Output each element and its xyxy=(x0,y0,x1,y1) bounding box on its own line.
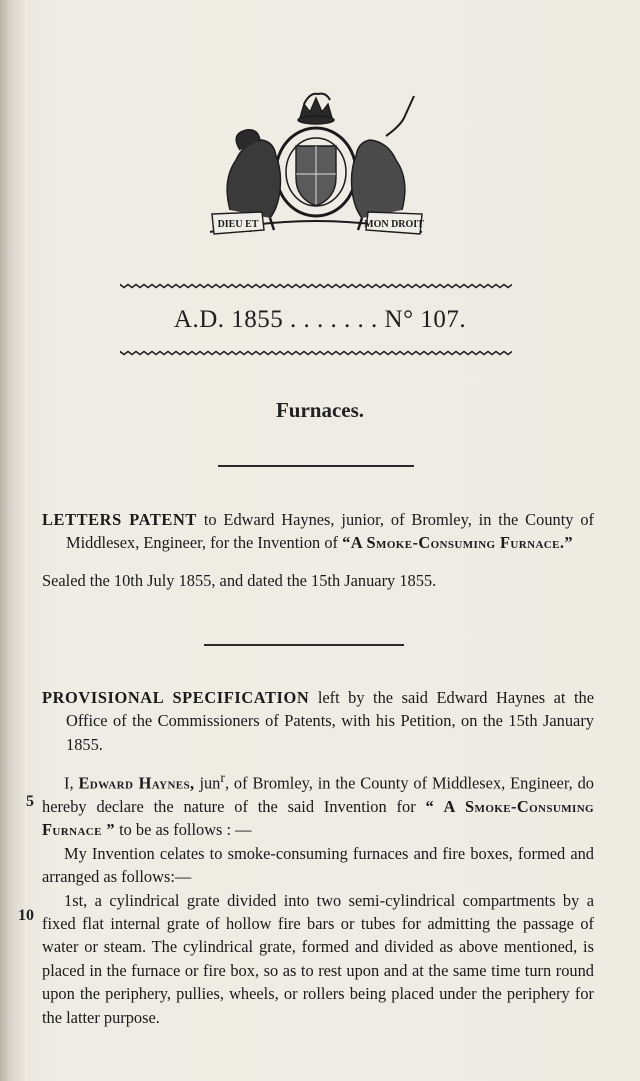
motto-right: MON DROIT xyxy=(364,219,424,230)
body-invention-title: “ A Smoke-Consuming Furnace ” xyxy=(42,796,594,840)
inventor-name: Edward Haynes, xyxy=(78,773,195,793)
patent-year: A.D. 1855 xyxy=(173,306,284,333)
wavy-rule-bottom xyxy=(120,350,512,356)
junior-abbrev: jun xyxy=(199,773,221,793)
body-p1-text: , of Bromley, in the County of Middlesex, Engineer, do hereby declare the nature of the said Invention for xyxy=(42,773,594,816)
patent-number: N° 107. xyxy=(384,306,467,333)
provisional-paragraph xyxy=(42,686,594,756)
specification-body xyxy=(42,766,594,1029)
provisional-lead: PROVISIONAL SPECIFICATION xyxy=(42,688,310,707)
letters-patent-paragraph xyxy=(42,508,594,555)
line-number-10: 10 xyxy=(18,907,34,924)
body-paragraph-3: 1st, a cylindrical grate divided into two semi-cylindrical compartments by a fixed flat internal grate of hollow fire bars or tubes for admitting the passage of water or steam. The cylindrical grate, formed and divided as above mentioned, is placed in the furnace or fire box, so as to rest upon and at the same time turn round upon the periphery, pullies, wheels, or rollers being placed under the periphery for the latter purpose. xyxy=(42,890,594,1027)
body-p1-end: to be as follows : — xyxy=(119,820,252,840)
patent-number-line xyxy=(0,306,640,334)
letters-patent-section xyxy=(42,508,594,592)
leader-dots: . . . . . . . xyxy=(290,306,378,333)
wavy-rule-top xyxy=(120,283,512,289)
royal-coat-of-arms xyxy=(200,90,432,240)
body-paragraph-2: My Invention celates to smoke-consuming furnaces and fire boxes, formed and arranged as follows:— xyxy=(42,843,594,887)
provisional-text: left by the said Edward Haynes at the Office of the Commissioners of Patents, with his Petition, on the 15th January 1855. xyxy=(66,688,595,754)
divider-rule-2 xyxy=(204,644,404,646)
subject-heading: Furnaces. xyxy=(275,398,365,422)
letters-patent-text: to Edward Haynes, junior, of Bromley, in the County of Middlesex, Engineer, for the Invention of xyxy=(66,510,594,553)
body-paragraph-1 xyxy=(42,766,594,842)
line-number-5: 5 xyxy=(26,793,34,810)
invention-title: “A Smoke-Consuming Furnace.” xyxy=(342,533,573,553)
provisional-section xyxy=(42,686,594,756)
divider-rule xyxy=(218,465,414,467)
sealed-line: Sealed the 10th July 1855, and dated the 15th January 1855. xyxy=(42,570,437,590)
letters-patent-lead: LETTERS PATENT xyxy=(42,510,197,529)
motto-left: DIEU ET xyxy=(217,219,259,230)
body-p1-start: I, xyxy=(64,773,74,793)
junior-superscript: r xyxy=(220,770,225,785)
